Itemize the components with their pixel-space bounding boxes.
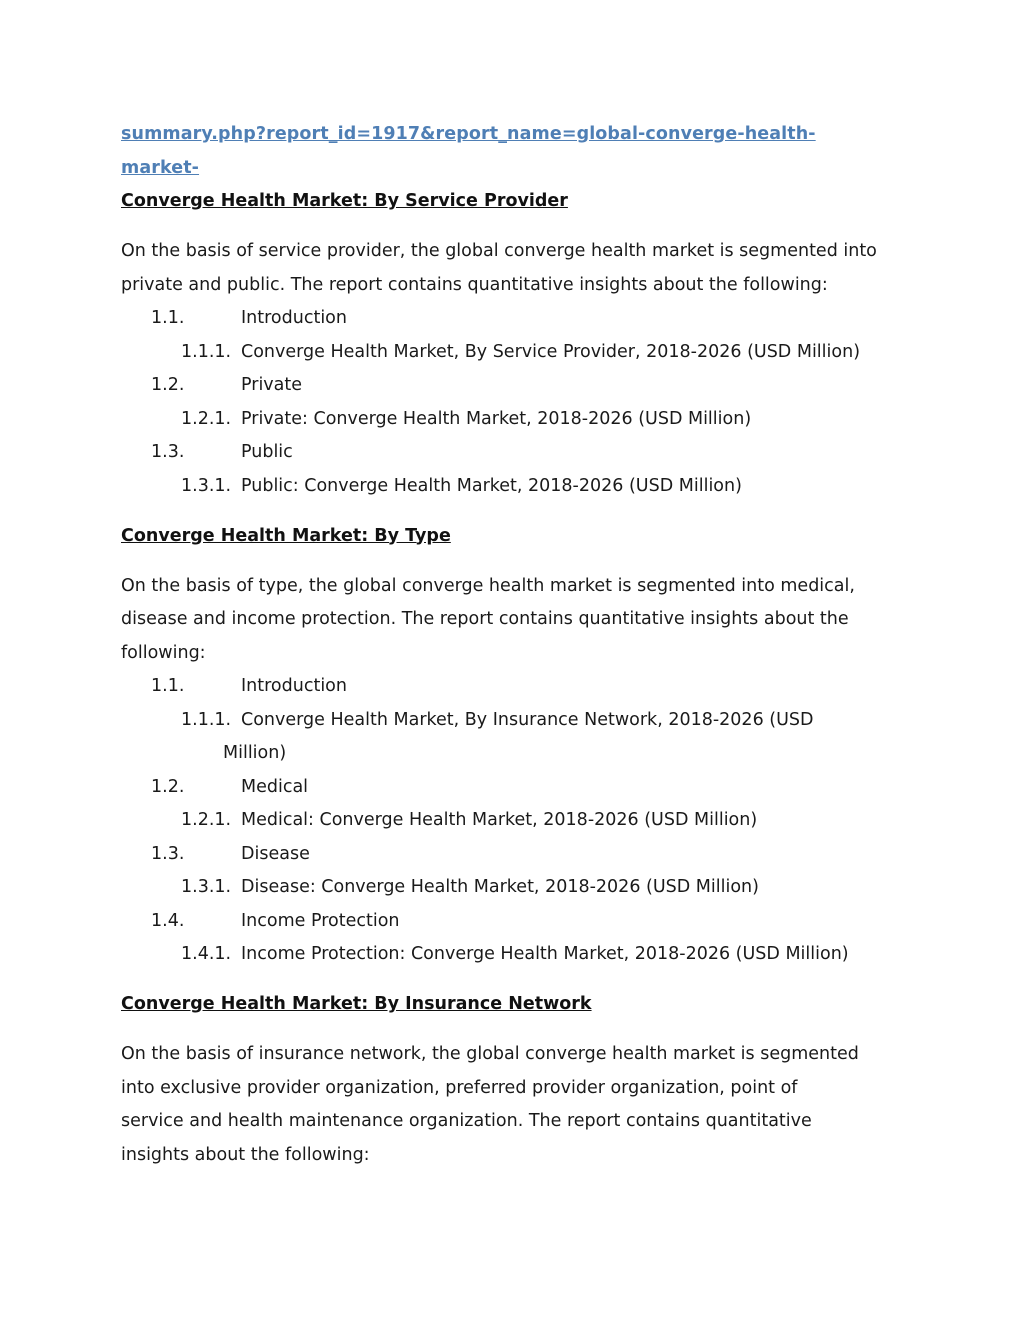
- toc-list-type: [121, 670, 911, 972]
- toc-subitem: 1.4.1. Income Protection: Converge Health Market, 2018-2026 (USD Million): [181, 944, 849, 964]
- section-heading-service-provider: Converge Health Market: By Service Provider: [121, 191, 568, 211]
- toc-list-service-provider: [121, 302, 911, 503]
- report-link-line2[interactable]: market-: [121, 157, 200, 178]
- document-page: [121, 118, 911, 1172]
- report-link-line1[interactable]: summary.php?report_id=1917&report_name=global-converge-health-: [121, 124, 816, 144]
- toc-subitem: 1.3.1. Disease: Converge Health Market, 2018-2026 (USD Million): [181, 877, 759, 897]
- toc-item: 1.3. Disease: [151, 843, 310, 864]
- toc-subitem: 1.2.1. Medical: Converge Health Market, 2018-2026 (USD Million): [181, 810, 758, 830]
- toc-subitem: 1.1.1. Converge Health Market, By Insurance Network, 2018-2026 (USD Million): [181, 709, 814, 763]
- toc-item: 1.4. Income Protection: [151, 910, 400, 931]
- section-paragraph-type: On the basis of type, the global converge health market is segmented into medical, disease and income protection. The report contains quantitative insights about the following:: [121, 575, 855, 663]
- toc-item: 1.1. Introduction: [151, 676, 347, 696]
- toc-item: 1.2. Private: [151, 375, 303, 395]
- section-paragraph-insurance-network: On the basis of insurance network, the global converge health market is segmented into exclusive provider organization, preferred provider organization, point of service and health maintenance organization. The report contains quantitative insights about the following:: [121, 1044, 859, 1165]
- toc-item: 1.1. Introduction: [151, 308, 347, 328]
- toc-subitem: 1.3.1. Public: Converge Health Market, 2018-2026 (USD Million): [181, 475, 742, 496]
- section-heading-type: Converge Health Market: By Type: [121, 525, 451, 546]
- toc-item: 1.3. Public: [151, 442, 293, 462]
- toc-subitem: 1.1.1. Converge Health Market, By Service Provider, 2018-2026 (USD Million): [181, 341, 861, 362]
- section-heading-insurance-network: Converge Health Market: By Insurance Network: [121, 994, 592, 1014]
- toc-subitem: 1.2.1. Private: Converge Health Market, 2018-2026 (USD Million): [181, 408, 752, 429]
- toc-item: 1.2. Medical: [151, 776, 309, 797]
- section-paragraph-service-provider: On the basis of service provider, the global converge health market is segmented into private and public. The report contains quantitative insights about the following:: [121, 241, 877, 295]
- report-link[interactable]: [121, 118, 911, 185]
